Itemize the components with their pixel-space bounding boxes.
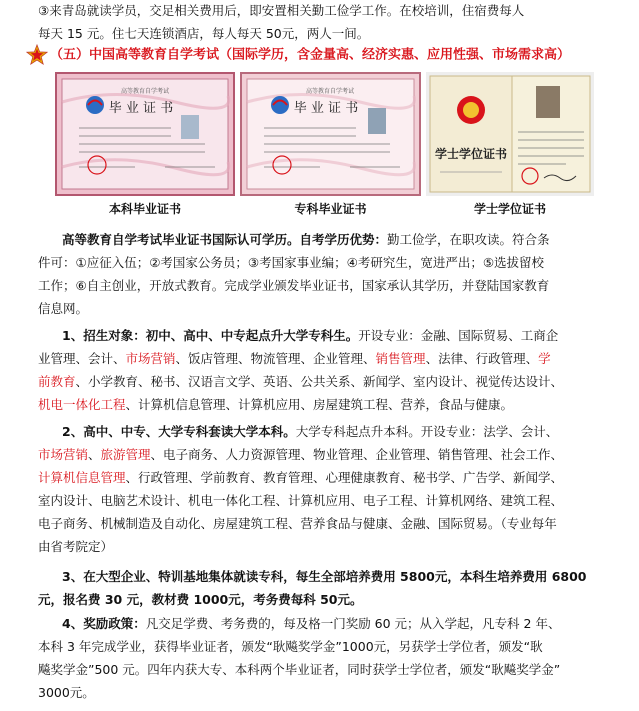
intro-line-2: 每天 15 元。住七天连锁酒店，每人每天 50元，两人一间。 [38, 26, 370, 41]
item4-seg3: 飚奖学金”500 元。四年内获大专、本科两个毕业证者，同时获学士学位者，颁发“耿飚奖学金” [38, 662, 561, 677]
item1-seg4: 、法律、行政管理、 [425, 351, 539, 366]
item1-paragraph [38, 324, 598, 416]
item2-seg4: 室内设计、电脑艺术设计、机电一体化工程、计算机应用、电子工程、计算机网络、建筑工程、 [38, 493, 564, 508]
intro-line-1: ③来青岛就读学员，交足相关费用后，即安置相关勤工俭学工作。在校培训，住宿费每人 [38, 3, 525, 18]
major-sales-link: 销售管理 [375, 351, 426, 366]
major-tourism-link: 旅游管理 [100, 447, 151, 462]
advantages-lead: 高等教育自学考试毕业证书国际认可学历。自考学历优势： [62, 232, 388, 247]
item2-seg3: 、行政管理、学前教育、教育管理、心理健康教育、秘书学、广告学、新闻学、 [125, 470, 564, 485]
item1-seg3: 、饭店管理、物流管理、企业管理、 [175, 351, 376, 366]
item2-paragraph [38, 420, 598, 558]
major-marketing-link-2: 市场营销 [38, 447, 89, 462]
item1-seg5: 、小学教育、秘书、汉语言文学、英语、公共关系、新闻学、室内设计、视觉传达设计、 [75, 374, 564, 389]
cert2-title: 毕 业 证 书 [293, 101, 359, 116]
item4-seg4: 3000元。 [38, 685, 95, 700]
certificate-image-bachelor-degree [426, 72, 594, 196]
caption-bachelor-diploma: 本科毕业证书 [108, 202, 181, 216]
star-icon [26, 44, 48, 66]
major-marketing-link: 市场营销 [125, 351, 176, 366]
certificate-image-bachelor-diploma [55, 72, 235, 196]
item1-label: 1、招生对象：初中、高中、中专起点升大学专科生。 [62, 328, 359, 343]
item2-seg2: 、电子商务、人力资源管理、物业管理、企业管理、销售管理、社会工作、 [150, 447, 564, 462]
item1-seg1: 开设专业：金融、国际贸易、工商企 [358, 328, 559, 343]
item4-seg1: 凡交足学费、考务费的，每及格一门奖励 60 元；从入学起，凡专科 2 年、 [145, 616, 561, 631]
advantages-line-2: 件可：①应征入伍；②考国家公务员；③考国家事业编；④考研究生，宽进严出；⑤选拔留校 [38, 255, 545, 270]
item4-label: 4、奖励政策： [62, 616, 146, 631]
cert2-emblem [271, 96, 289, 114]
item1-seg2: 业管理、会计、 [38, 351, 126, 366]
certificate-image-associate-diploma [240, 72, 421, 196]
cert2-top-text: 高等教育自学考试 [305, 88, 355, 95]
item2-label: 2、高中、中专、大学专科套读大学本科。 [62, 424, 296, 439]
item3-paragraph [38, 565, 598, 611]
item2-seg5: 电子商务、机械制造及自动化、房屋建筑工程、营养食品与健康、金融、国际贸易。（专业每年 [38, 516, 557, 531]
major-preschool-link-b: 前教育 [38, 374, 76, 389]
advantages-line-1: 勤工俭学，在职攻读。符合条 [387, 232, 550, 247]
cert3-title: 学士学位证书 [434, 147, 508, 161]
cert2-photo [368, 108, 386, 134]
caption-bachelor-degree: 学士学位证书 [473, 202, 546, 216]
advantages-line-4: 信息网。 [38, 301, 89, 316]
item2-sep: 、 [88, 447, 101, 462]
major-preschool-link-a: 学 [538, 351, 551, 366]
advantages-line-3: 工作；⑥自主创业，开放式教育。完成学业颁发毕业证书，国家承认其学历，并登陆国家教育 [38, 278, 550, 293]
item3-line-2: 元，报名费 30 元，教材费 1000元，考务费每科 50元。 [38, 592, 363, 607]
cert3-photo [536, 86, 560, 118]
intro-paragraph [38, 0, 598, 45]
item4-seg2: 本科 3 年完成学业，获得毕业证者，颁发“耿飚奖学金”1000元，另获学士学位者，颁发“耿 [38, 639, 543, 654]
major-mechatronics-link: 机电一体化工程 [38, 397, 126, 412]
item2-seg1: 大学专科起点升本科。开设专业：法学、会计、 [295, 424, 559, 439]
item3-line-1: 3、在大型企业、特训基地集体就读专科，每生全部培养费用 5800元，本科生培养费用 6800 [62, 569, 587, 584]
section5-heading [26, 44, 570, 66]
advantages-paragraph [38, 228, 598, 320]
item4-paragraph [38, 612, 598, 704]
item1-seg6: 、计算机信息管理、计算机应用、房屋建筑工程、营养，食品与健康。 [125, 397, 514, 412]
cert1-title: 毕 业 证 书 [108, 101, 174, 116]
caption-associate-diploma: 专科毕业证书 [294, 202, 367, 216]
section5-heading-text: （五）中国高等教育自学考试（国际学历，含金量高、经济实惠、应用性强、市场需求高） [50, 47, 571, 63]
cert1-top-text: 高等教育自学考试 [120, 88, 170, 95]
item2-seg6: 由省考院定） [38, 539, 114, 554]
major-cim-link: 计算机信息管理 [38, 470, 126, 485]
cert1-photo [181, 115, 199, 139]
cert1-emblem [86, 96, 104, 114]
